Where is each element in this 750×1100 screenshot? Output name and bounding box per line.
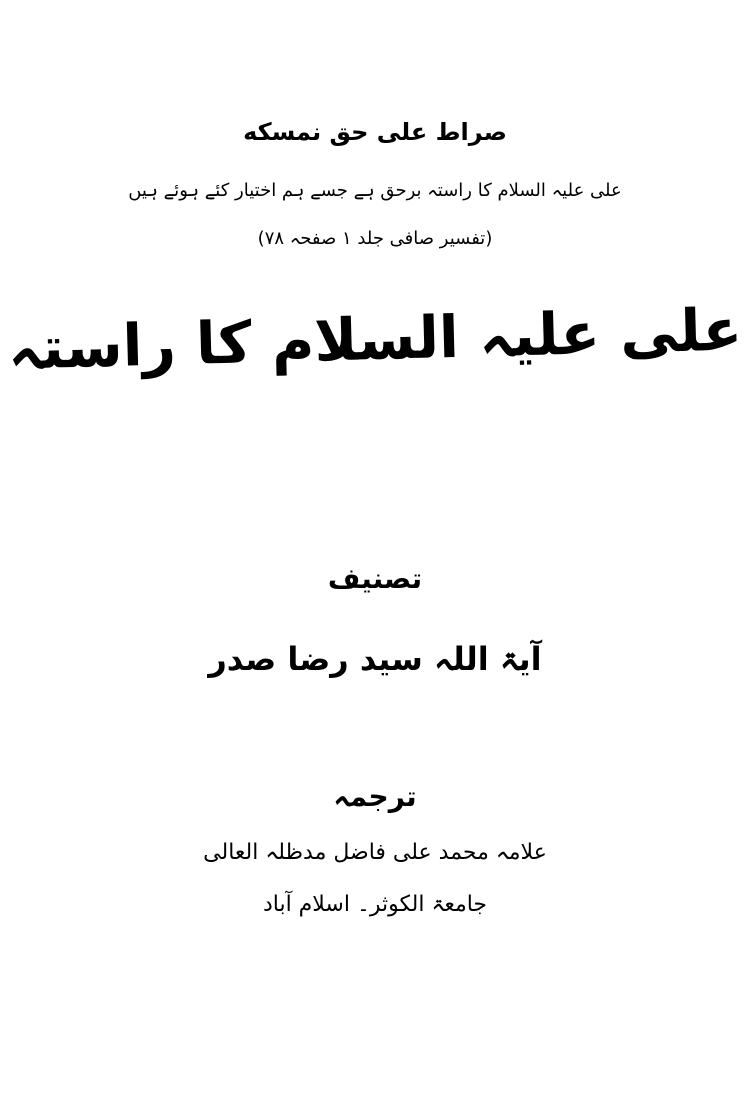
translator-institution: جامعۃ الکوثر۔ اسلام آباد (262, 892, 488, 917)
epigraph-text: علی علیہ السلام کا راستہ برحق ہے جسے ہم اختیار کئے ہوئے ہیں (128, 180, 622, 201)
author-label: تصنیف (327, 562, 423, 595)
epigraph-title: صراط علی حق نمسکه (243, 118, 507, 146)
translator-label: ترجمہ (333, 780, 417, 813)
translator-name: علامہ محمد علی فاضل مدظلہ العالی (203, 840, 547, 865)
epigraph-source: (تفسیر صافی جلد ۱ صفحہ ۷۸) (257, 228, 493, 249)
book-title: علی علیہ السلام کا راستہ (7, 295, 743, 383)
author-name: آیۃ اللہ سید رضا صدر (208, 640, 542, 678)
